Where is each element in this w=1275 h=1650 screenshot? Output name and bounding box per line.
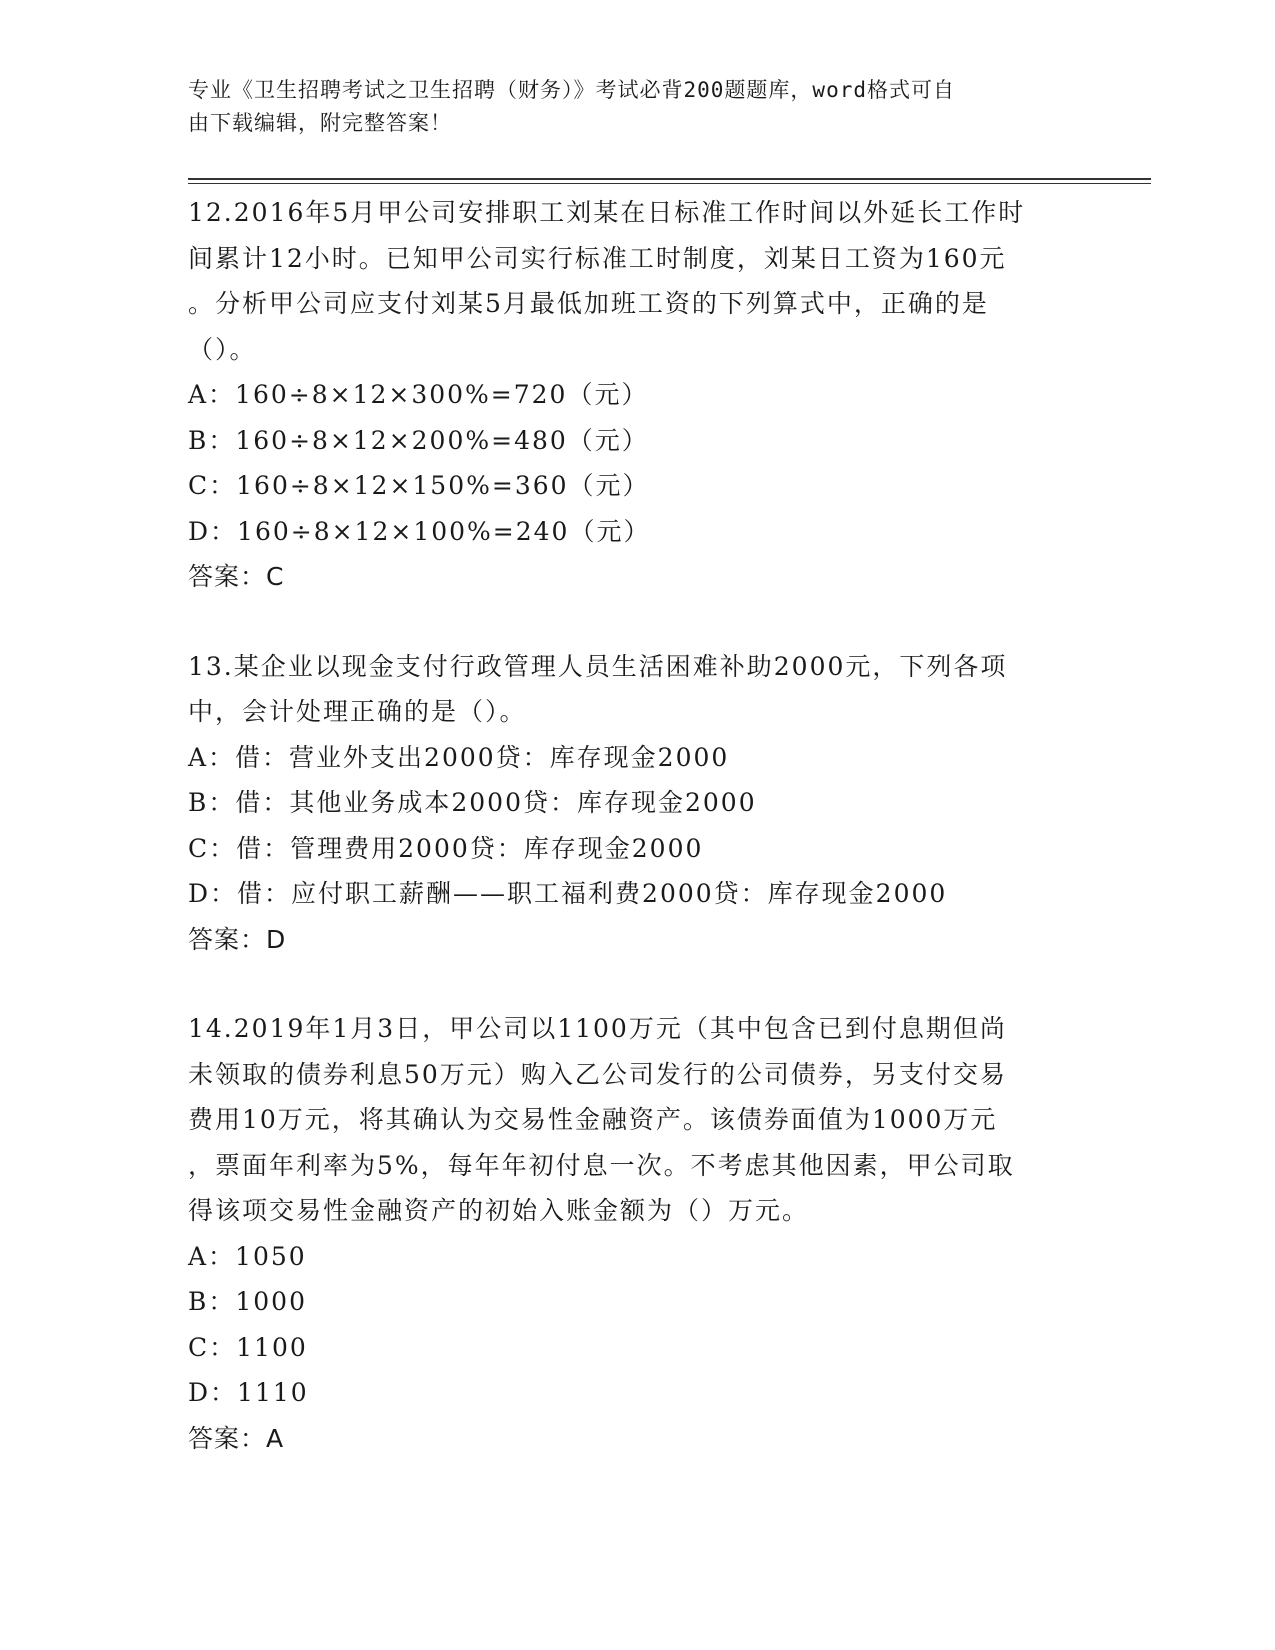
stem-line: 间累计12小时。已知甲公司实行标准工时制度，刘某日工资为160元 [188,243,1007,273]
option-d: D：借：应付职工薪酬——职工福利费2000贷：库存现金2000 [188,879,948,908]
option-d: D：160÷8×12×100%=240（元） [188,516,651,546]
option-b: B：1000 [188,1287,307,1316]
stem-line: 。分析甲公司应支付刘某5月最低加班工资的下列算式中，正确的是 [188,289,989,318]
stem-line: （）。 [188,334,257,364]
question-stem [188,644,1088,735]
option-c: C：借：管理费用2000贷：库存现金2000 [188,833,704,863]
option-a: A：1050 [188,1241,307,1271]
option-a: A：160÷8×12×300%=720（元） [188,380,649,409]
answer: 答案：C [188,562,285,591]
stem-line: ，票面年利率为5%，每年年初付息一次。不考虑其他因素，甲公司取 [188,1150,1015,1180]
question-stem [188,1006,1088,1234]
answer: 答案：A [188,1423,285,1453]
stem-line: 费用10万元，将其确认为交易性金融资产。该债券面值为1000万元 [188,1105,998,1134]
question-13 [188,644,1088,963]
question-stem [188,190,1088,372]
stem-line: 中，会计处理正确的是（）。 [188,697,527,726]
header-line: 专业《卫生招聘考试之卫生招聘（财务）》考试必背200题题库，word格式可自 [188,78,955,102]
question-14 [188,1006,1088,1461]
option-c: C：160÷8×12×150%=360（元） [188,471,650,500]
answer: 答案：D [188,924,287,954]
option-d: D：1110 [188,1378,309,1407]
option-a: A：借：营业外支出2000贷：库存现金2000 [188,742,730,772]
question-list [188,190,1088,1505]
option-b: B：借：其他业务成本2000贷：库存现金2000 [188,788,757,817]
stem-line: 12.2016年5月甲公司安排职工刘某在日标准工作时间以外延长工作时 [188,198,1026,227]
option-c: C：1100 [188,1332,308,1362]
stem-line: 未领取的债券利息50万元）购入乙公司发行的公司债券，另支付交易 [188,1059,1007,1089]
header-line: 由下载编辑，附完整答案！ [188,111,452,135]
header-divider [188,178,1151,184]
option-b: B：160÷8×12×200%=480（元） [188,425,649,455]
question-12 [188,190,1088,600]
stem-line: 14.2019年1月3日，甲公司以1100万元（其中包含已到付息期但尚 [188,1014,1007,1043]
document-header [188,74,1068,140]
stem-line: 得该项交易性金融资产的初始入账金额为（）万元。 [188,1196,810,1225]
stem-line: 13.某企业以现金支付行政管理人员生活困难补助2000元，下列各项 [188,651,1008,681]
